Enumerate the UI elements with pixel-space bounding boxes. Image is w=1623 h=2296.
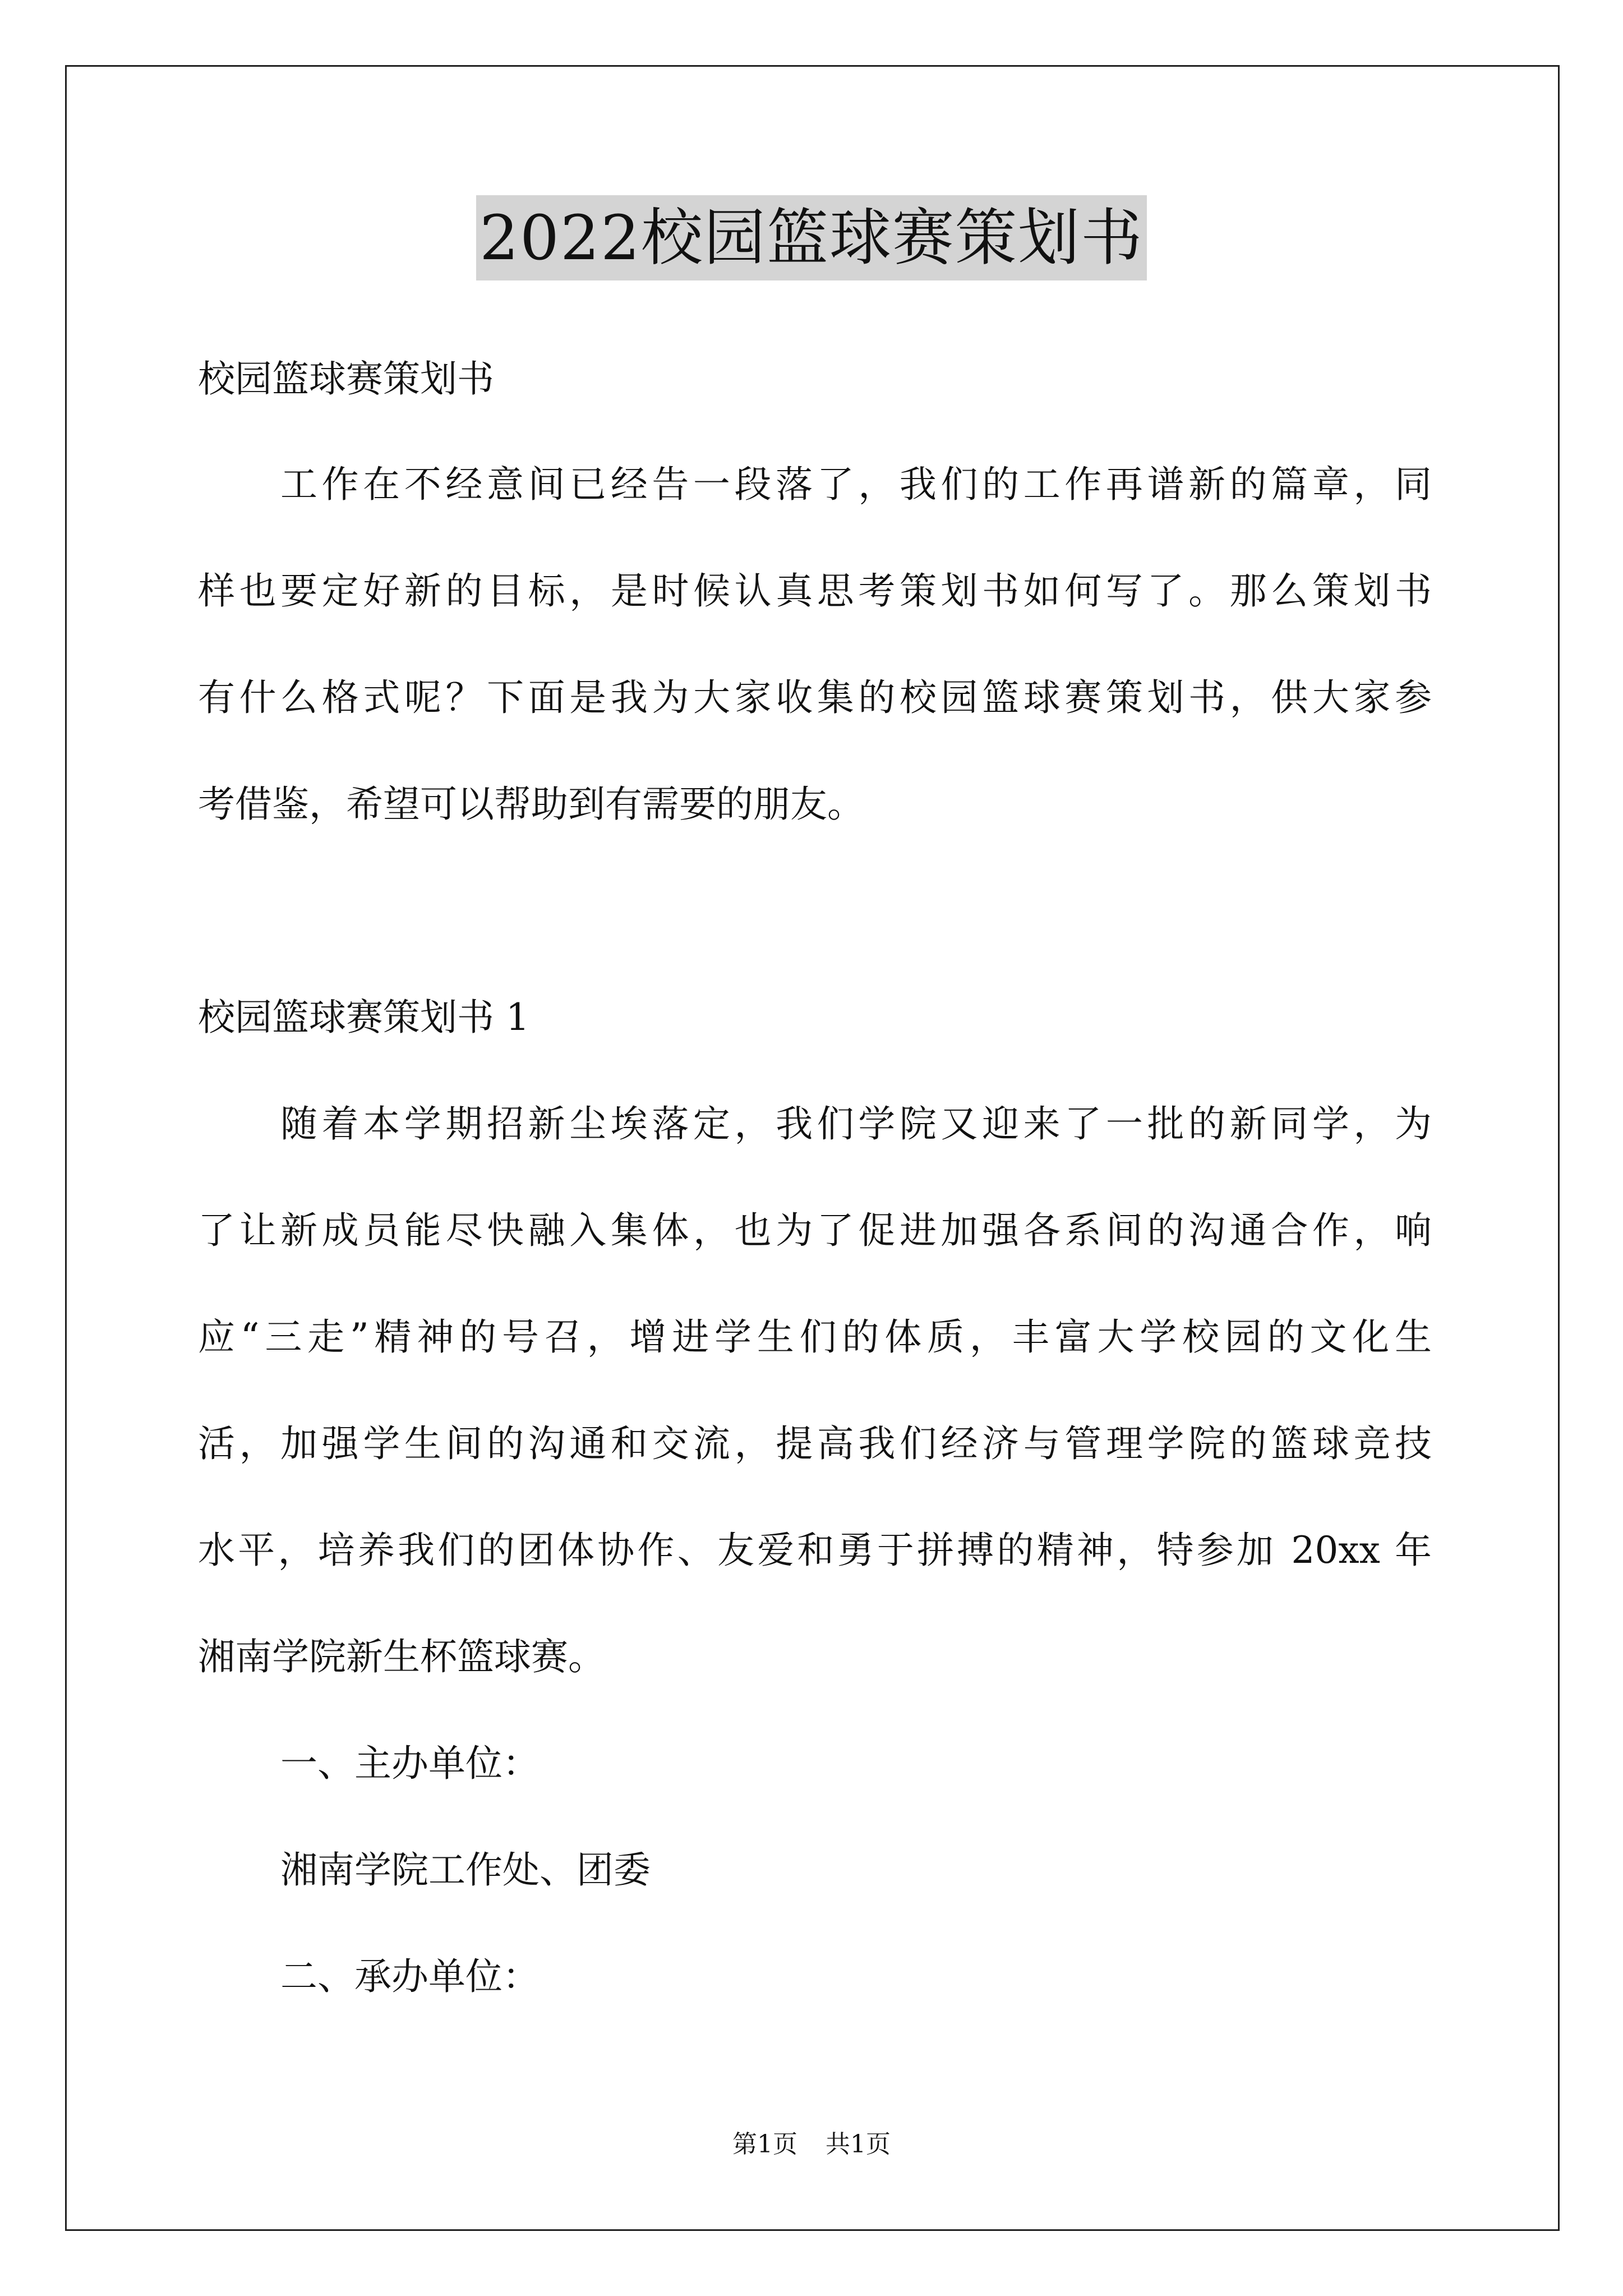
organizer-value: 湘南学院工作处、团委 <box>280 1848 651 1892</box>
intro-line-2: 样也要定好新的目标，是时候认真思考策划书如何写了。那么策划书 <box>198 569 1432 613</box>
host-heading: 二、承办单位： <box>280 1955 540 1998</box>
body-line-6: 湘南学院新生杯篮球赛。 <box>198 1635 605 1678</box>
title-container <box>0 195 1623 280</box>
body-line-1: 随着本学期招新尘埃落定，我们学院又迎来了一批的新同学，为 <box>280 1102 1432 1145</box>
page-number: 第1页 <box>732 2130 797 2159</box>
body-line-5: 水平，培养我们的团体协作、友爱和勇于拼搏的精神，特参加 20xx 年 <box>198 1529 1432 1572</box>
document-title: 2022校园篮球赛策划书 <box>476 195 1147 280</box>
intro-line-3: 有什么格式呢？下面是我为大家收集的校园篮球赛策划书，供大家参 <box>198 676 1432 719</box>
section-heading: 校园篮球赛策划书 1 <box>198 996 529 1039</box>
body-line-3: 应“三走”精神的号召，增进学生们的体质，丰富大学校园的文化生 <box>198 1315 1432 1359</box>
intro-line-1: 工作在不经意间已经告一段落了，我们的工作再谱新的篇章，同 <box>280 463 1432 506</box>
page-footer <box>0 2129 1623 2160</box>
organizer-heading: 一、主办单位： <box>280 1742 540 1785</box>
page-total: 共1页 <box>826 2130 891 2159</box>
subtitle: 校园篮球赛策划书 <box>198 357 494 401</box>
body-line-2: 了让新成员能尽快融入集体，也为了促进加强各系间的沟通合作，响 <box>198 1209 1432 1252</box>
intro-line-4: 考借鉴，希望可以帮助到有需要的朋友。 <box>198 783 864 826</box>
body-line-4: 活，加强学生间的沟通和交流，提高我们经济与管理学院的篮球竞技 <box>198 1422 1432 1465</box>
